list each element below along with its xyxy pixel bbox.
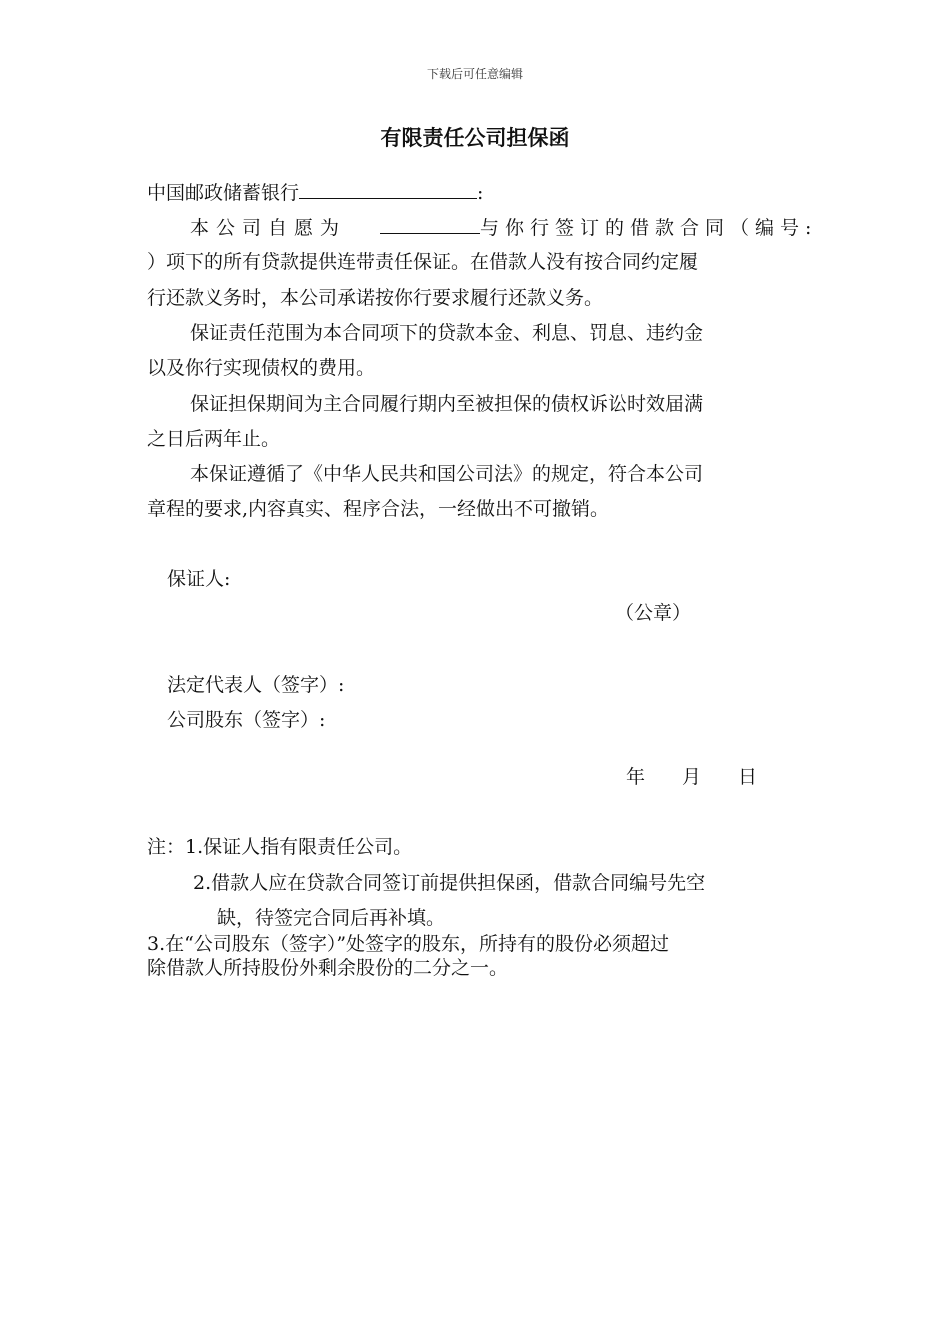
guarantor-label: 保证人: xyxy=(167,568,231,590)
note-3-line-1: 3.在“公司股东（签字）”处签字的股东，所持有的股份必须超过 xyxy=(147,933,670,955)
paragraph-2-line-1: 保证责任范围为本合同项下的贷款本金、利息、罚息、违约金 xyxy=(190,322,704,344)
paragraph-3-line-2: 之日后两年止。 xyxy=(147,428,281,450)
paragraph-1-line-1 xyxy=(190,215,818,240)
note-2-line-1: 2.借款人应在贷款合同签订前提供担保函，借款合同编号先空 xyxy=(193,872,706,894)
paragraph-3-line-1: 保证担保期间为主合同履行期内至被担保的债权诉讼时效届满 xyxy=(190,393,704,415)
p1-suffix: 与你行签订的借款合同（编号: xyxy=(480,217,818,239)
shareholder-label: 公司股东（签字）: xyxy=(167,709,326,731)
paragraph-4-line-2: 章程的要求,内容真实、程序合法，一经做出不可撤销。 xyxy=(147,498,610,520)
note-3-line-2: 除借款人所持股份外剩余股份的二分之一。 xyxy=(147,957,509,979)
borrower-blank[interactable] xyxy=(380,215,480,234)
date-day: 日 xyxy=(738,766,758,788)
note-1: 注：1.保证人指有限责任公司。 xyxy=(147,836,413,858)
addressee-line xyxy=(147,180,807,205)
p1-prefix: 本公司自愿为 xyxy=(190,217,347,239)
bank-branch-blank[interactable] xyxy=(299,180,477,199)
date-year: 年 xyxy=(626,766,646,788)
paragraph-1-line-3: 行还款义务时，本公司承诺按你行要求履行还款义务。 xyxy=(147,287,604,309)
addressee-bank: 中国邮政储蓄银行 xyxy=(147,182,300,204)
seal-label: （公章） xyxy=(615,602,692,624)
date-month: 月 xyxy=(682,766,702,788)
note-2-line-2: 缺，待签完合同后再补填。 xyxy=(217,907,446,929)
addressee-colon: : xyxy=(477,182,484,204)
document-title: 有限责任公司担保函 xyxy=(380,126,570,150)
paragraph-4-line-1: 本保证遵循了《中华人民共和国公司法》的规定，符合本公司 xyxy=(190,463,704,485)
paragraph-1-line-2: ）项下的所有贷款提供连带责任保证。在借款人没有按合同约定履 xyxy=(147,251,699,273)
page-header: 下载后可任意编辑 xyxy=(426,67,523,81)
p1-prefix-wrap xyxy=(190,216,380,240)
paragraph-2-line-2: 以及你行实现债权的费用。 xyxy=(147,357,376,379)
legal-rep-label: 法定代表人（签字）: xyxy=(167,674,345,696)
